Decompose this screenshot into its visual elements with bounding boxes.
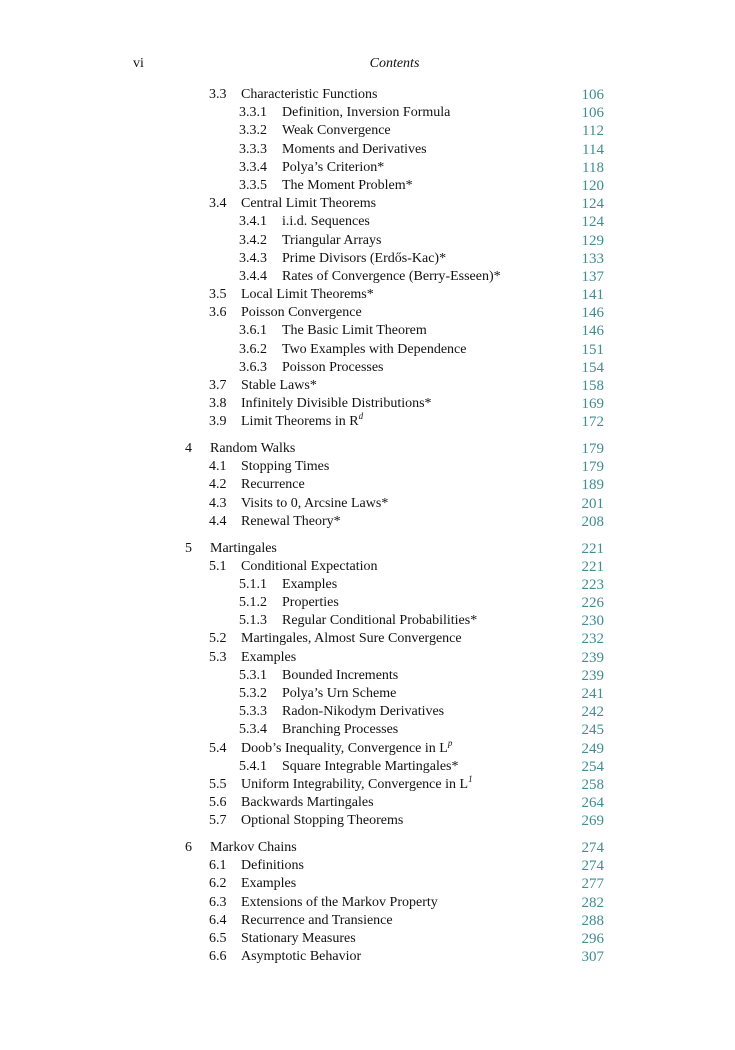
toc-entry-page-link[interactable]: 120 bbox=[581, 177, 604, 194]
toc-entry-title bbox=[282, 758, 459, 776]
toc-entry-title-text: Random Walks bbox=[210, 441, 296, 457]
toc-entry-title-text: Stable Laws* bbox=[241, 378, 317, 393]
toc-entry-title-text: Recurrence bbox=[241, 477, 305, 493]
toc-entry-title-text: i.i.d. Sequences bbox=[282, 214, 370, 230]
toc-entry[interactable] bbox=[0, 104, 735, 122]
toc-entry-number: 5.1.3 bbox=[239, 613, 267, 629]
toc-entry-number: 5.1.2 bbox=[239, 595, 267, 611]
toc-entry[interactable] bbox=[0, 839, 735, 857]
toc-entry-page-link[interactable]: 249 bbox=[581, 740, 604, 757]
toc-entry-page-link[interactable]: 179 bbox=[581, 441, 604, 458]
toc-entry[interactable] bbox=[0, 476, 735, 494]
toc-entry[interactable] bbox=[0, 195, 735, 213]
toc-entry-title bbox=[282, 213, 370, 231]
toc-entry-title-text: Martingales, Almost Sure Convergence bbox=[241, 631, 462, 647]
toc-entry-title bbox=[241, 286, 374, 304]
toc-entry-number: 3.3.4 bbox=[239, 159, 267, 175]
toc-entry-number: 3.4.4 bbox=[239, 268, 267, 284]
toc-entry-page-link[interactable]: 133 bbox=[581, 250, 604, 267]
toc-entry-title bbox=[282, 122, 391, 140]
toc-entry-page-link[interactable]: 307 bbox=[581, 949, 604, 966]
toc-entry-title-text: Definitions bbox=[241, 858, 304, 874]
toc-entry-page-link[interactable]: 288 bbox=[581, 912, 604, 929]
toc-entry-title bbox=[241, 930, 356, 948]
toc-entry-number: 3.4.2 bbox=[239, 232, 267, 248]
toc-entry-title bbox=[282, 685, 396, 703]
toc-entry-page-link[interactable]: 269 bbox=[581, 813, 604, 830]
toc-entry-title bbox=[210, 540, 277, 558]
toc-entry-title-text: Radon-Nikodym Derivatives bbox=[282, 704, 445, 720]
toc-entry-page-link[interactable]: 232 bbox=[581, 631, 604, 648]
toc-entry-number: 5.3.4 bbox=[239, 722, 267, 738]
toc-entry-title bbox=[282, 104, 450, 122]
toc-entry-page-link[interactable]: 274 bbox=[581, 840, 604, 856]
toc-entry[interactable] bbox=[0, 703, 735, 721]
toc-entry[interactable] bbox=[0, 250, 735, 268]
toc-entry[interactable] bbox=[0, 721, 735, 739]
toc-entry-page-link[interactable]: 179 bbox=[581, 459, 604, 476]
toc-entry-title-text: Two Examples with Dependence bbox=[282, 341, 467, 357]
toc-entry-title bbox=[241, 86, 377, 104]
toc-entry[interactable] bbox=[0, 948, 735, 966]
toc-entry[interactable] bbox=[0, 857, 735, 875]
toc-entry[interactable] bbox=[0, 458, 735, 476]
toc-entry-title bbox=[241, 812, 403, 830]
toc-entry-title bbox=[241, 794, 374, 812]
toc-entry-number: 5.3.3 bbox=[239, 704, 267, 720]
toc-entry-title-text: Markov Chains bbox=[210, 840, 297, 855]
toc-entry[interactable] bbox=[0, 304, 735, 322]
toc-entry-title bbox=[241, 558, 377, 576]
toc-entry[interactable] bbox=[0, 141, 735, 159]
toc-entry-page-link[interactable]: 221 bbox=[581, 540, 604, 557]
toc-entry-page-link[interactable]: 201 bbox=[581, 495, 604, 512]
toc-entry-page-link[interactable]: 254 bbox=[581, 758, 604, 775]
toc-entry-page-link[interactable]: 282 bbox=[581, 894, 604, 911]
toc-entry-number: 3.6.3 bbox=[239, 359, 267, 375]
toc-entry-title bbox=[282, 667, 398, 685]
toc-entry[interactable] bbox=[0, 630, 735, 648]
toc-entry-title-text: Visits to 0, Arcsine Laws* bbox=[241, 495, 389, 511]
toc-entry-page-link[interactable]: 241 bbox=[581, 686, 604, 702]
toc-entry-page-link[interactable]: 158 bbox=[581, 378, 604, 394]
toc-entry-page-link[interactable]: 172 bbox=[581, 414, 604, 431]
toc-entry[interactable] bbox=[0, 912, 735, 930]
toc-entry[interactable] bbox=[0, 232, 735, 250]
toc-entry[interactable] bbox=[0, 359, 735, 377]
toc-entry-title bbox=[241, 773, 473, 794]
toc-entry[interactable] bbox=[0, 812, 735, 830]
toc-entry-title-text: Rates of Convergence (Berry-Esseen)* bbox=[282, 268, 501, 284]
toc-entry-page-link[interactable]: 106 bbox=[581, 87, 604, 103]
toc-entry-page-link[interactable]: 189 bbox=[581, 477, 604, 494]
toc-entry-page-link[interactable]: 124 bbox=[581, 214, 604, 231]
toc-entry-title-text: Polya’s Urn Scheme bbox=[282, 686, 397, 701]
toc-entry-number: 5 bbox=[185, 540, 192, 556]
toc-entry-title bbox=[282, 576, 337, 594]
toc-entry-page-link[interactable]: 264 bbox=[581, 795, 604, 812]
toc-entry-page-link[interactable]: 146 bbox=[581, 305, 604, 322]
toc-entry-page-link[interactable]: 242 bbox=[581, 704, 604, 721]
toc-entry[interactable] bbox=[0, 875, 735, 893]
toc-entry-page-link[interactable]: 118 bbox=[582, 159, 604, 176]
toc-entry[interactable] bbox=[0, 594, 735, 612]
toc-entry-title-text: Recurrence and Transience bbox=[241, 912, 393, 928]
toc-entry-title-text: Conditional Expectation bbox=[241, 558, 378, 574]
toc-entry-number: 4.1 bbox=[209, 459, 227, 475]
toc-entry-number: 3.6.2 bbox=[239, 341, 267, 357]
toc-entry-title bbox=[282, 232, 381, 250]
toc-entry-title-text: Renewal Theory* bbox=[241, 513, 341, 529]
toc-entry-number: 5.1.1 bbox=[239, 576, 267, 592]
toc-entry-title bbox=[282, 341, 466, 359]
toc-entry-title bbox=[282, 359, 384, 377]
toc-entry-title bbox=[282, 141, 427, 159]
toc-entry[interactable] bbox=[0, 213, 735, 231]
toc-entry[interactable] bbox=[0, 159, 735, 177]
toc-entry-number: 3.7 bbox=[209, 378, 227, 393]
toc-entry-page-link[interactable]: 112 bbox=[582, 123, 604, 140]
toc-entry-page-link[interactable]: 137 bbox=[581, 268, 604, 285]
toc-entry-number: 3.4 bbox=[209, 196, 227, 212]
toc-entry-number: 5.4.1 bbox=[239, 758, 267, 774]
toc-entry-number: 4.3 bbox=[209, 495, 227, 511]
toc-entry[interactable] bbox=[0, 513, 735, 531]
toc-entry-title-text: The Basic Limit Theorem bbox=[282, 323, 427, 339]
toc-entry[interactable] bbox=[0, 794, 735, 812]
toc-entry[interactable] bbox=[0, 440, 735, 458]
toc-entry-title bbox=[241, 513, 341, 531]
toc-entry-title-text: Regular Conditional Probabilities* bbox=[282, 613, 478, 629]
toc-entry-number: 3.3.1 bbox=[239, 105, 267, 121]
toc-entry[interactable] bbox=[0, 685, 735, 703]
toc-entry-number: 3.5 bbox=[209, 287, 227, 303]
toc-entry-page-link[interactable]: 124 bbox=[581, 196, 604, 213]
toc-entry-number: 6.5 bbox=[209, 930, 227, 946]
toc-entry[interactable] bbox=[0, 576, 735, 594]
toc-entry-number: 3.6 bbox=[209, 305, 227, 321]
toc-entry-title-text: Prime Divisors (Erdős-Kac)* bbox=[282, 250, 447, 266]
toc-entry-title bbox=[241, 476, 305, 494]
toc-entry-number: 6 bbox=[185, 840, 192, 855]
toc-entry-title bbox=[241, 857, 304, 875]
toc-entry-title bbox=[241, 875, 296, 893]
toc-entry-number: 5.3.2 bbox=[239, 686, 267, 701]
toc-entry-page-link[interactable]: 239 bbox=[581, 667, 604, 684]
toc-entry-title bbox=[282, 177, 413, 195]
toc-entry-page-link[interactable]: 245 bbox=[581, 722, 604, 739]
toc-entry-title-text: Martingales bbox=[210, 540, 277, 556]
toc-entry-title-text: Branching Processes bbox=[282, 722, 399, 738]
toc-entry-page-link[interactable]: 146 bbox=[581, 323, 604, 340]
toc-entry-title-text: The Moment Problem* bbox=[282, 177, 413, 193]
toc-entry[interactable] bbox=[0, 667, 735, 685]
toc-entry-title bbox=[241, 649, 296, 667]
toc-entry-title-text: Poisson Processes bbox=[282, 359, 384, 375]
toc-entry-title-text: Weak Convergence bbox=[282, 123, 391, 139]
toc-entry-title-text: Extensions of the Markov Property bbox=[241, 894, 438, 910]
toc-entry-number: 5.3 bbox=[209, 649, 227, 665]
toc-entry[interactable] bbox=[0, 122, 735, 140]
toc-entry-number: 5.6 bbox=[209, 795, 227, 811]
toc-entry-title-text: Limit Theorems in R bbox=[241, 414, 359, 430]
toc-entry-title-text: Local Limit Theorems* bbox=[241, 287, 374, 303]
toc-entry-title-text: Polya’s Criterion* bbox=[282, 159, 385, 175]
toc-entry-page-link[interactable]: 106 bbox=[581, 105, 604, 122]
toc-entry-title bbox=[241, 894, 438, 912]
toc-entry-page-link[interactable]: 230 bbox=[581, 613, 604, 630]
toc-entry-title-text: Infinitely Divisible Distributions* bbox=[241, 396, 432, 412]
toc-entry-title-text: Poisson Convergence bbox=[241, 305, 362, 321]
toc-entry-title bbox=[282, 612, 477, 630]
toc-entry-superscript: p bbox=[447, 737, 453, 748]
toc-entry-title-text: Stationary Measures bbox=[241, 930, 356, 946]
toc-entry-title bbox=[241, 458, 329, 476]
toc-entry-title bbox=[241, 948, 361, 966]
toc-entry-title-text: Backwards Martingales bbox=[241, 795, 374, 811]
toc-entry[interactable] bbox=[0, 286, 735, 304]
toc-entry-page-link[interactable]: 296 bbox=[581, 930, 604, 947]
toc-entry-title-text: Optional Stopping Theorems bbox=[241, 813, 404, 829]
toc-entry-title bbox=[282, 721, 398, 739]
toc-entry[interactable] bbox=[0, 86, 735, 104]
toc-entry-number: 4.4 bbox=[209, 513, 227, 529]
toc-entry-title-text: Central Limit Theorems bbox=[241, 196, 377, 212]
toc-entry[interactable] bbox=[0, 495, 735, 513]
toc-entry-page-link[interactable]: 223 bbox=[581, 576, 604, 593]
toc-entry-number: 6.6 bbox=[209, 949, 227, 965]
toc-entry-title bbox=[282, 159, 384, 177]
toc-entry-number: 3.9 bbox=[209, 414, 227, 430]
toc-entry-number: 5.1 bbox=[209, 558, 227, 574]
toc-entry-superscript: 1 bbox=[468, 773, 473, 784]
toc-entry-title bbox=[282, 268, 501, 286]
toc-entry[interactable] bbox=[0, 737, 735, 758]
toc-entry-page-link[interactable]: 221 bbox=[581, 558, 604, 575]
toc-entry[interactable] bbox=[0, 540, 735, 558]
toc-entry-number: 3.3.5 bbox=[239, 177, 267, 193]
toc-entry[interactable] bbox=[0, 377, 735, 395]
toc-entry-number: 3.8 bbox=[209, 396, 227, 412]
toc-entry-title bbox=[282, 703, 444, 721]
toc-entry-title bbox=[241, 495, 388, 513]
toc-entry-title bbox=[282, 250, 446, 268]
toc-entry-page-link[interactable]: 274 bbox=[581, 858, 604, 875]
toc-entry[interactable] bbox=[0, 341, 735, 359]
toc-entry-page-link[interactable]: 239 bbox=[581, 649, 604, 666]
toc-entry[interactable] bbox=[0, 758, 735, 776]
toc-entry[interactable] bbox=[0, 322, 735, 340]
toc-entry[interactable] bbox=[0, 612, 735, 630]
toc-entry-title-text: Properties bbox=[282, 595, 339, 611]
toc-entry-page-link[interactable]: 141 bbox=[581, 287, 604, 304]
toc-entry[interactable] bbox=[0, 268, 735, 286]
running-title: Contents bbox=[369, 56, 420, 71]
toc-entry[interactable] bbox=[0, 413, 735, 431]
toc-entry-title bbox=[282, 594, 339, 612]
toc-entry-page-link[interactable]: 208 bbox=[581, 513, 604, 530]
toc-entry-title bbox=[210, 839, 297, 857]
toc-entry-number: 3.4.3 bbox=[239, 250, 267, 266]
toc-entry-number: 6.1 bbox=[209, 858, 227, 874]
toc-entry-title bbox=[241, 304, 362, 322]
table-of-contents bbox=[0, 86, 735, 966]
toc-entry-title bbox=[241, 195, 376, 213]
toc-entry-title-text: Asymptotic Behavior bbox=[241, 949, 362, 965]
toc-entry-title bbox=[241, 395, 432, 413]
toc-entry-number: 5.7 bbox=[209, 813, 227, 829]
toc-entry-title bbox=[241, 630, 462, 648]
toc-entry-title bbox=[241, 377, 317, 395]
toc-entry-page-link[interactable]: 151 bbox=[581, 341, 604, 358]
toc-entry[interactable] bbox=[0, 649, 735, 667]
toc-entry-number: 3.6.1 bbox=[239, 323, 267, 339]
toc-entry-number: 3.4.1 bbox=[239, 214, 267, 230]
toc-entry[interactable] bbox=[0, 177, 735, 195]
toc-entry-title-text: Uniform Integrability, Convergence in L bbox=[241, 776, 469, 792]
toc-entry-superscript: d bbox=[358, 411, 364, 422]
toc-entry-number: 5.2 bbox=[209, 631, 227, 647]
toc-entry-number: 3.3.2 bbox=[239, 123, 267, 139]
toc-entry-title-text: Stopping Times bbox=[241, 459, 330, 475]
toc-entry-title bbox=[241, 737, 453, 758]
toc-entry-title-text: Examples bbox=[282, 576, 338, 592]
toc-entry[interactable] bbox=[0, 930, 735, 948]
toc-entry[interactable] bbox=[0, 773, 735, 794]
toc-entry-page-link[interactable]: 226 bbox=[581, 595, 604, 612]
toc-entry-number: 4.2 bbox=[209, 477, 227, 493]
toc-entry-title-text: Square Integrable Martingales* bbox=[282, 758, 459, 774]
toc-entry[interactable] bbox=[0, 395, 735, 413]
toc-entry-number: 5.3.1 bbox=[239, 667, 267, 683]
toc-entry-number: 4 bbox=[185, 441, 192, 457]
toc-entry-title-text: Definition, Inversion Formula bbox=[282, 105, 451, 121]
toc-entry-page-link[interactable]: 129 bbox=[581, 232, 604, 249]
toc-entry-page-link[interactable]: 258 bbox=[581, 776, 604, 793]
toc-entry-number: 6.4 bbox=[209, 912, 227, 928]
toc-entry-title-text: Doob’s Inequality, Convergence in L bbox=[241, 740, 448, 756]
toc-entry-title bbox=[241, 912, 393, 930]
page-number: vi bbox=[133, 56, 144, 71]
toc-entry-page-link[interactable]: 114 bbox=[582, 141, 604, 158]
toc-entry-number: 5.4 bbox=[209, 740, 227, 756]
toc-entry-title bbox=[282, 322, 427, 340]
toc-entry-title-text: Bounded Increments bbox=[282, 667, 399, 683]
toc-entry-number: 6.2 bbox=[209, 876, 227, 892]
toc-entry-title bbox=[210, 440, 295, 458]
toc-entry-title-text: Triangular Arrays bbox=[282, 232, 382, 248]
toc-entry-title-text: Examples bbox=[241, 876, 297, 892]
toc-entry[interactable] bbox=[0, 894, 735, 912]
toc-entry-page-link[interactable]: 277 bbox=[581, 876, 604, 893]
toc-entry-number: 5.5 bbox=[209, 776, 227, 792]
toc-entry-title-text: Moments and Derivatives bbox=[282, 141, 427, 157]
toc-entry-page-link[interactable]: 169 bbox=[581, 396, 604, 413]
toc-entry-number: 3.3 bbox=[209, 87, 227, 102]
toc-entry-title-text: Characteristic Functions bbox=[241, 87, 378, 102]
toc-entry-number: 6.3 bbox=[209, 894, 227, 910]
toc-entry-number: 3.3.3 bbox=[239, 141, 267, 157]
toc-entry[interactable] bbox=[0, 558, 735, 576]
toc-entry-title-text: Examples bbox=[241, 649, 297, 665]
toc-entry-page-link[interactable]: 154 bbox=[581, 359, 604, 376]
toc-entry-title bbox=[241, 413, 363, 431]
